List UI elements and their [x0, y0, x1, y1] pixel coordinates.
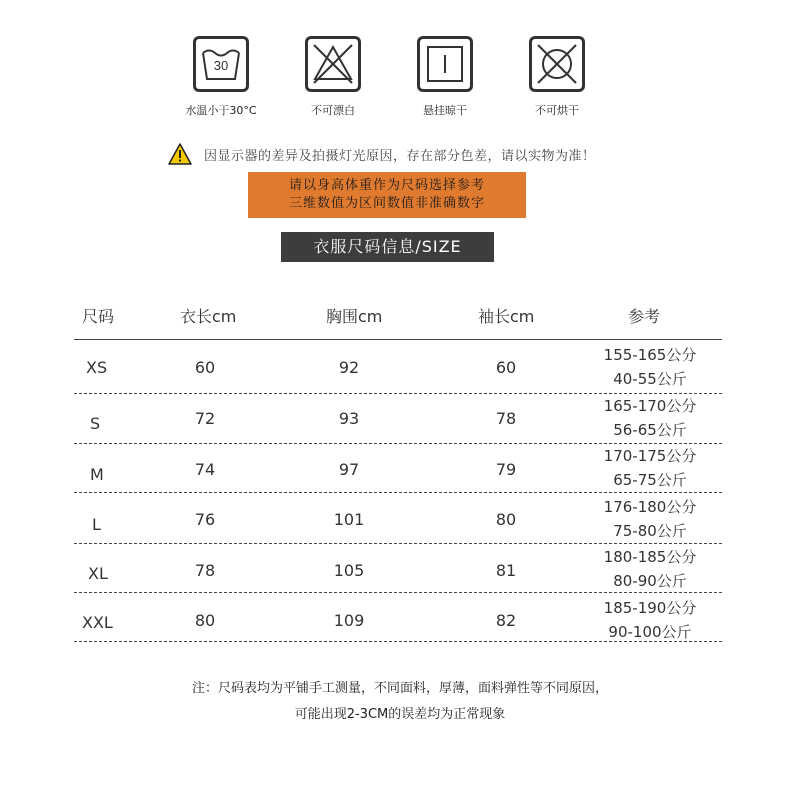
chest-cell: 93 — [338, 409, 360, 428]
warning-text: 因显示器的差异及拍摄灯光原因，存在部分色差，请以实物为准！ — [204, 148, 596, 164]
ref-height: 165-170公分 — [603, 397, 697, 415]
care-label-bleach: 不可漂白 — [311, 104, 355, 117]
footnote-line-1: 注：尺码表均为平铺手工测量，不同面料，厚薄，面料弹性等不同原因， — [191, 681, 608, 696]
color-warning — [168, 142, 596, 166]
chest-cell: 92 — [338, 358, 360, 377]
ref-height: 180-185公分 — [603, 548, 697, 566]
ref-height: 176-180公分 — [603, 498, 697, 516]
ref-weight: 56-65公斤 — [613, 421, 687, 439]
ref-weight: 80-90公斤 — [613, 572, 687, 590]
size-cell: S — [90, 414, 101, 433]
header-length: 衣长cm — [180, 307, 237, 326]
notice-line-1: 请以身高体重作为尺码选择参考 — [288, 178, 485, 193]
care-item-hang — [390, 36, 500, 118]
row-divider — [74, 492, 722, 493]
length-cell: 76 — [194, 510, 216, 529]
sleeve-cell: 60 — [495, 358, 517, 377]
no-bleach-icon — [305, 36, 361, 92]
size-cell: L — [92, 515, 101, 534]
wash-30-icon — [193, 36, 249, 92]
ref-weight: 90-100公斤 — [608, 623, 692, 641]
wash-temp: 30 — [213, 58, 229, 73]
size-notice-banner — [248, 172, 526, 218]
header-size: 尺码 — [82, 307, 115, 326]
length-cell: 74 — [194, 460, 216, 479]
header-reference: 参考 — [628, 307, 661, 326]
care-label-wash: 水温小于30°C — [185, 104, 257, 117]
chest-cell: 97 — [338, 460, 360, 479]
size-cell: XL — [88, 564, 108, 583]
ref-weight: 75-80公斤 — [613, 522, 687, 540]
ref-weight: 65-75公斤 — [613, 471, 687, 489]
chest-cell: 109 — [333, 611, 365, 630]
chest-cell: 101 — [333, 510, 365, 529]
length-cell: 80 — [194, 611, 216, 630]
ref-height: 185-190公分 — [603, 599, 697, 617]
hang-dry-icon — [417, 36, 473, 92]
sleeve-cell: 82 — [495, 611, 517, 630]
no-tumble-dry-icon — [529, 36, 585, 92]
size-cell: XXL — [82, 613, 113, 632]
size-cell: XS — [86, 358, 108, 377]
care-label-hang: 悬挂晾干 — [423, 104, 467, 117]
length-cell: 78 — [194, 561, 216, 580]
ref-height: 155-165公分 — [603, 346, 697, 364]
warning-icon — [168, 143, 192, 165]
chest-cell: 105 — [333, 561, 365, 580]
sleeve-cell: 81 — [495, 561, 517, 580]
header-chest: 胸围cm — [326, 307, 383, 326]
care-item-wash — [166, 36, 276, 118]
footnote-line-2: 可能出现2-3CM的误差均为正常现象 — [294, 707, 506, 722]
ref-height: 170-175公分 — [603, 447, 697, 465]
care-item-bleach — [278, 36, 388, 118]
size-cell: M — [90, 465, 104, 484]
care-item-tumble — [502, 36, 612, 118]
length-cell: 72 — [194, 409, 216, 428]
notice-line-2: 三维数值为区间数值非准确数字 — [288, 196, 485, 211]
table-title: 衣服尺码信息/SIZE — [281, 232, 494, 262]
row-divider — [74, 641, 722, 642]
length-cell: 60 — [194, 358, 216, 377]
care-label-tumble: 不可烘干 — [535, 104, 579, 117]
row-divider — [74, 543, 722, 544]
header-divider — [74, 339, 722, 340]
sleeve-cell: 80 — [495, 510, 517, 529]
sleeve-cell: 79 — [495, 460, 517, 479]
ref-weight: 40-55公斤 — [613, 370, 687, 388]
header-sleeve: 袖长cm — [478, 307, 535, 326]
sleeve-cell: 78 — [495, 409, 517, 428]
row-divider — [74, 592, 722, 593]
